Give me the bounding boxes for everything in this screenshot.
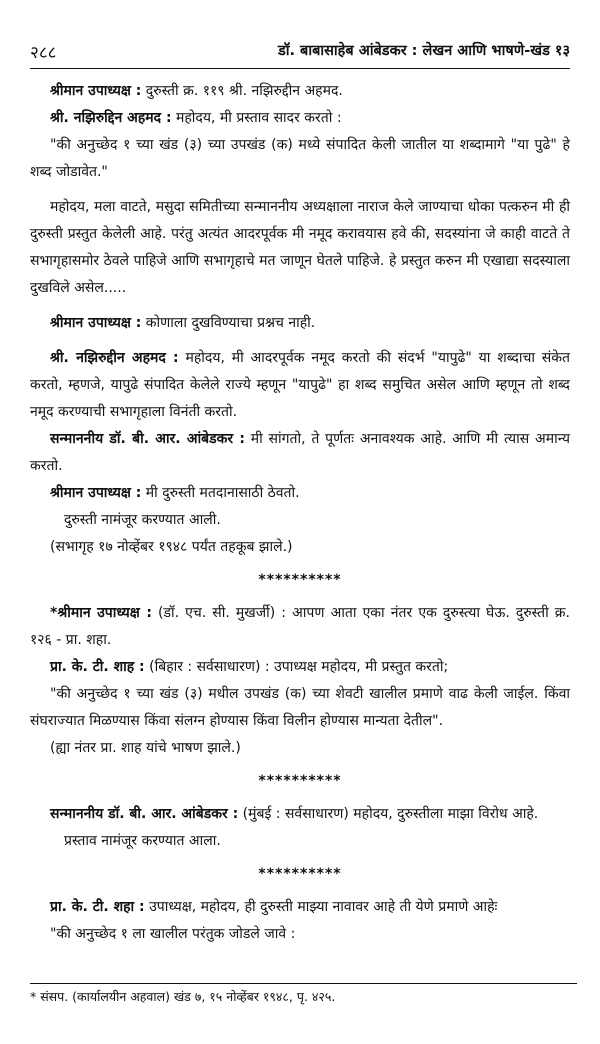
speaker-name: प्रा. के. टी. शाह : [50, 659, 145, 675]
speaker-name: *श्रीमान उपाध्यक्ष : [50, 605, 152, 621]
paragraph [30, 894, 570, 921]
section-separator: ********** [258, 572, 342, 588]
quoted-amendment: "की अनुच्छेद १ च्या खंड (३) मधील उपखंड (क) च्या शेवटी खालील प्रमाणे वाढ केली जाईल. किंवा संघराज्यात मिळण्यास किंवा संलग्न होण्यास किंवा विलीन होण्यास मान्यता देतील". [30, 686, 570, 729]
speaker-name: श्रीमान उपाध्यक्ष : [50, 83, 142, 99]
section-separator: ********** [258, 773, 342, 789]
speaker-name: श्रीमान उपाध्यक्ष : [50, 485, 142, 501]
speech-text: दुरुस्ती क्र. ११९ श्री. नझिरुद्दीन अहमद. [141, 83, 343, 99]
speaker-name: श्री. नझिरुद्दिन अहमद : [50, 110, 172, 126]
speech-text: (बिहार : सर्वसाधारण) : उपाध्यक्ष महोदय, मी प्रस्तुत करतो; [144, 659, 449, 675]
footnote-divider [30, 983, 577, 984]
paragraph [30, 345, 570, 426]
page-header [30, 40, 570, 69]
paragraph [30, 105, 570, 132]
paragraph [30, 310, 570, 337]
quoted-amendment: "की अनुच्छेद १ ला खालील परंतुक जोडले जावे : [50, 926, 296, 942]
adjournment-note: (सभागृह १७ नोव्हेंबर १९४८ पर्यंत तहकूब झाले.) [50, 539, 293, 555]
running-title: डॉ. बाबासाहेब आंबेडकर : लेखन आणि भाषणे-खंड १३ [277, 43, 570, 59]
speaker-name: श्रीमान उपाध्यक्ष : [50, 315, 142, 331]
speech-text: उपाध्यक्ष, महोदय, ही दुरुस्ती माझ्या नावावर आहे ती येणे प्रमाणे आहेः [144, 899, 498, 915]
quoted-amendment: "की अनुच्छेद १ च्या खंड (३) च्या उपखंड (क) मध्ये संपादित केली जातील या शब्दामागे "या पुढे" हे शब्द जोडावेत." [30, 137, 570, 180]
paragraph [30, 480, 570, 507]
paragraph [30, 78, 570, 105]
speaker-name: सन्माननीय डॉ. बी. आर. आंबेडकर : [50, 431, 245, 447]
speech-text: महोदय, मी प्रस्ताव सादर करतो : [171, 110, 342, 126]
result-line: प्रस्ताव नामंजूर करण्यात आला. [64, 833, 221, 849]
page-body [30, 78, 570, 948]
page-number: २८८ [30, 43, 57, 63]
speech-text: (मुंबई : सर्वसाधारण) महोदय, दुरुस्तीला माझा विरोध आहे. [238, 806, 539, 822]
speech-text: मी सांगतो, ते पूर्णतः अनावश्यक आहे. आणि मी त्यास अमान्य करतो. [30, 431, 570, 474]
paragraph [30, 654, 570, 681]
speech-text: महोदय, मी आदरपूर्वक नमूद करतो की संदर्भ "यापुढे" या शब्दाचा संकेत करतो, म्हणजे, यापुढे संपादित केलेले राज्ये म्हणून "यापुढे" हा शब्द समुचित असेल आणि म्हणून तो शब्द नमूद करण्याची सभागृहाला विनंती करतो. [30, 350, 570, 420]
speech-text: कोणाला दुखविण्याचा प्रश्नच नाही. [141, 315, 316, 331]
speech-text: मी दुरुस्ती मतदानासाठी ठेवतो. [141, 485, 300, 501]
speaker-name: प्रा. के. टी. शहा : [50, 899, 145, 915]
speech-note: (ह्या नंतर प्रा. शाह यांचे भाषण झाले.) [50, 740, 241, 756]
result-line: दुरुस्ती नामंजूर करण्यात आली. [64, 512, 221, 528]
paragraph: महोदय, मला वाटते, मसुदा समितीच्या सन्माननीय अध्यक्षाला नाराज केले जाण्याचा धोका पत्करुन मी ही दुरुस्ती प्रस्तुत केलेली आहे. परंतु अत्यंत आदरपूर्वक मी नमूद करावयास हवे की, सदस्यांना जे काही वाटते ते सभागृहासमोर ठेवले पाहिजे आणि सभागृहाचे मत जाणून घेतले पाहिजे. हे प्रस्तुत करुन मी एखाद्या सदस्याला दुखविले असेल..... [30, 199, 570, 296]
speech-text: (डॉ. एच. सी. मुखर्जी) : आपण आता एका नंतर एक दुरुस्त्या घेऊ. दुरुस्ती क्र. १२६ - प्रा. शहा. [30, 605, 570, 648]
section-separator: ********** [258, 866, 342, 882]
speaker-name: श्री. नझिरुद्दीन अहमद : [50, 350, 179, 366]
footnote: * संसप. (कार्यालयीन अहवाल) खंड ७, १५ नोव्हेंबर १९४८, पृ. ४२५. [30, 989, 336, 1004]
paragraph [30, 801, 570, 828]
paragraph [30, 600, 570, 654]
speaker-name: सन्माननीय डॉ. बी. आर. आंबेडकर : [50, 806, 239, 822]
paragraph [30, 426, 570, 480]
